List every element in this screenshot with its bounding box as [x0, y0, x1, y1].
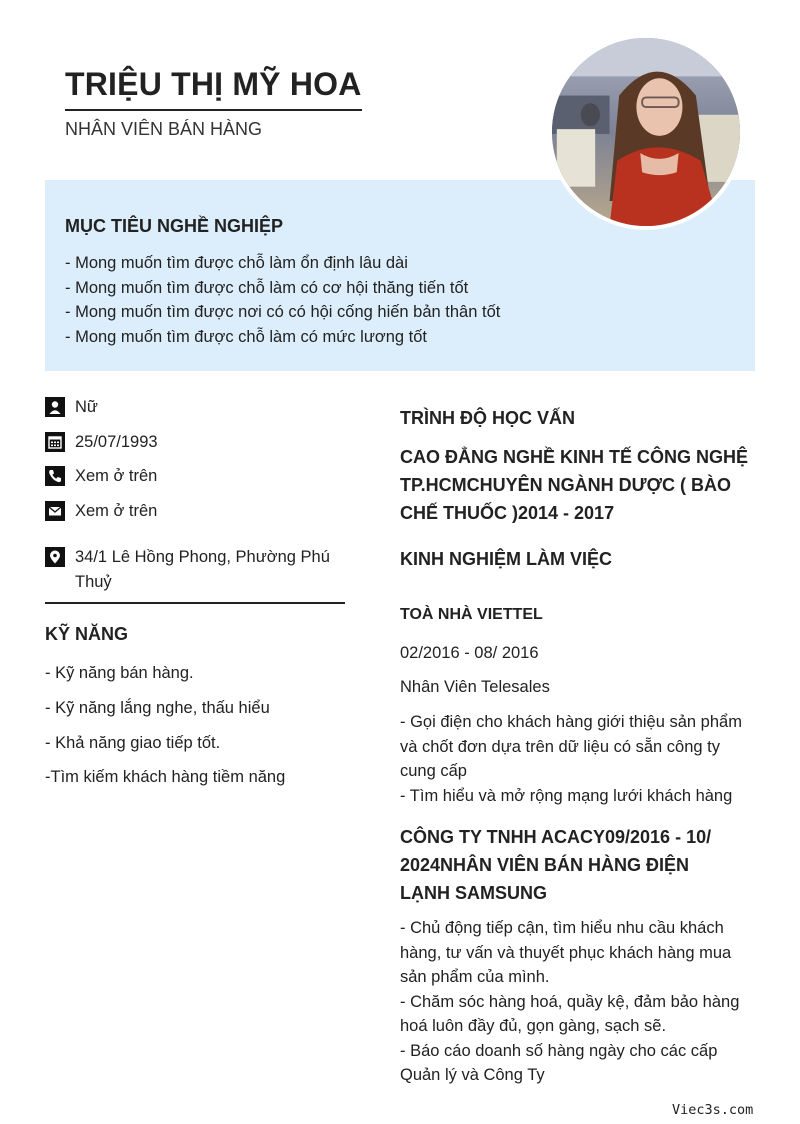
contact-email [45, 501, 335, 524]
phone-value: Xem ở trên [75, 467, 158, 485]
job2-heading: CÔNG TY TNHH ACACY09/2016 - 10/ 2024NHÂN VIÊN BÁN HÀNG ĐIỆN LẠNH SAMSUNG [400, 827, 712, 903]
job1-desc-line: - Tìm hiểu và mở rộng mạng lưới khách hàng [400, 786, 733, 805]
person-icon [45, 397, 65, 417]
job1-period: 02/2016 - 08/ 2016 [400, 644, 539, 662]
experience-title: KINH NGHIỆM LÀM VIỆC [400, 549, 613, 569]
job1-description [400, 710, 760, 808]
left-divider [45, 602, 345, 604]
contact-phone [45, 466, 335, 489]
job1-company: TOÀ NHÀ VIETTEL [400, 606, 543, 623]
calendar-icon [45, 432, 65, 452]
skill-item: - Kỹ năng lắng nghe, thấu hiểu [45, 699, 270, 717]
profile-photo [548, 34, 744, 230]
email-value: Xem ở trên [75, 502, 158, 520]
job1-desc-line: - Gọi điện cho khách hàng giới thiệu sản phẩm và chốt đơn dựa trên dữ liệu có sẵn công ty cung cấp [400, 713, 742, 780]
mail-icon [45, 501, 65, 521]
contact-birthday [45, 432, 335, 455]
education-title: TRÌNH ĐỘ HỌC VẤN [400, 408, 575, 428]
job-title: NHÂN VIÊN BÁN HÀNG [65, 119, 263, 139]
contact-address [45, 547, 335, 595]
skill-item: -Tìm kiếm khách hàng tiềm năng [45, 768, 286, 786]
objective-line: - Mong muốn tìm được chỗ làm ổn định lâu dài [65, 254, 408, 272]
birthday-value: 25/07/1993 [75, 433, 158, 451]
skill-item: - Kỹ năng bán hàng. [45, 664, 194, 682]
objective-title: MỤC TIÊU NGHỀ NGHIỆP [65, 216, 284, 236]
skills-title: KỸ NĂNG [45, 624, 129, 644]
job1-role: Nhân Viên Telesales [400, 678, 550, 696]
contact-gender [45, 397, 335, 420]
phone-icon [45, 466, 65, 486]
candidate-name: TRIỆU THỊ MỸ HOA [65, 66, 362, 111]
objective-line: - Mong muốn tìm được nơi có có hội cống hiến bản thân tốt [65, 303, 501, 321]
education-entry: CAO ĐẲNG NGHỀ KINH TẾ CÔNG NGHỆ TP.HCMCHUYÊN NGÀNH DƯỢC ( BÀO CHẾ THUỐC )2014 - 2017 [400, 447, 749, 523]
gender-value: Nữ [75, 398, 98, 416]
job2-desc-line: - Báo cáo doanh số hàng ngày cho các cấp Quản lý và Công Ty [400, 1041, 718, 1084]
objective-line: - Mong muốn tìm được chỗ làm có mức lương tốt [65, 327, 427, 346]
skill-item: - Khả năng giao tiếp tốt. [45, 734, 221, 752]
job2-desc-line: - Chăm sóc hàng hoá, quầy kệ, đảm bảo hàng hoá luôn đầy đủ, gọn gàng, sạch sẽ. [400, 992, 740, 1035]
watermark: Viec3s.com [672, 1102, 754, 1118]
job2-description [400, 916, 760, 1088]
job2-desc-line: - Chủ động tiếp cận, tìm hiểu nhu cầu khách hàng, tư vấn và thuyết phục khách hàng mua sản phẩm của mình. [400, 919, 732, 986]
address-value: 34/1 Lê Hồng Phong, Phường Phú Thuỷ [75, 548, 330, 591]
objective-line: - Mong muốn tìm được chỗ làm có cơ hội thăng tiến tốt [65, 278, 469, 297]
location-pin-icon [45, 547, 65, 567]
